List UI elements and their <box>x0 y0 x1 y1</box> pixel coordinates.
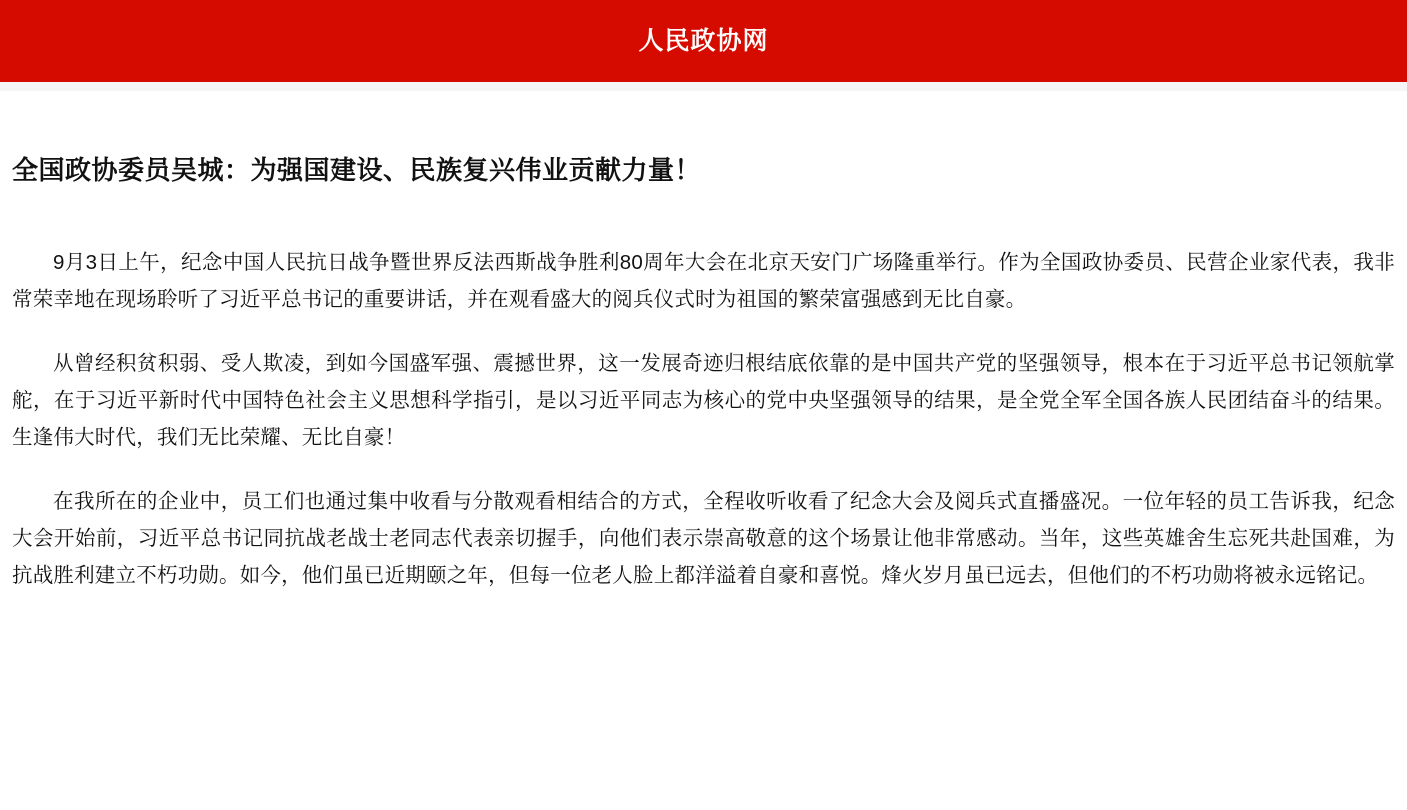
article-paragraph: 在我所在的企业中，员工们也通过集中收看与分散观看相结合的方式，全程收听收看了纪念大会及阅兵式直播盛况。一位年轻的员工告诉我，纪念大会开始前，习近平总书记同抗战老战士老同志代表亲切握手，向他们表示崇高敬意的这个场景让他非常感动。当年，这些英雄舍生忘死共赴国难，为抗战胜利建立不朽功勋。如今，他们虽已近期颐之年，但每一位老人脸上都洋溢着自豪和喜悦。烽火岁月虽已远去，但他们的不朽功勋将被永远铭记。 <box>12 489 1395 588</box>
article-paragraph: 从曾经积贫积弱、受人欺凌，到如今国盛军强、震撼世界，这一发展奇迹归根结底依靠的是中国共产党的坚强领导，根本在于习近平总书记领航掌舵，在于习近平新时代中国特色社会主义思想科学指引，是以习近平同志为核心的党中央坚强领导的结果，是全党全军全国各族人民团结奋斗的结果。生逢伟大时代，我们无比荣耀、无比自豪！ <box>12 351 1395 450</box>
site-name: 人民政协网 <box>638 26 769 55</box>
site-header <box>0 0 1407 82</box>
article-container <box>0 91 1407 594</box>
article-paragraph: 9月3日上午，纪念中国人民抗日战争暨世界反法西斯战争胜利80周年大会在北京天安门广场隆重举行。作为全国政协委员、民营企业家代表，我非常荣幸地在现场聆听了习近平总书记的重要讲话，并在观看盛大的阅兵仪式时为祖国的繁荣富强感到无比自豪。 <box>12 251 1395 312</box>
page-title: 全国政协委员吴城：为强国建设、民族复兴伟业贡献力量！ <box>12 155 702 185</box>
header-divider <box>0 82 1407 91</box>
article-body <box>12 188 1395 594</box>
